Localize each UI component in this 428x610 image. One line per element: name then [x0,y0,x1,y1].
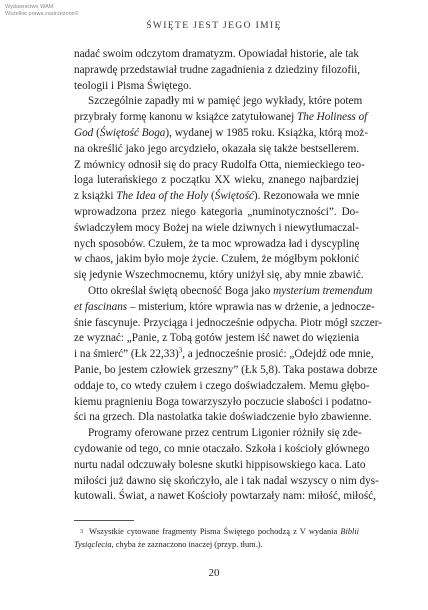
body-text-line [74,442,370,458]
text-run: z książki [74,190,117,203]
body-text-line [74,252,359,268]
italic-text: The Holiness of [297,111,368,124]
italic-text: Świętość [214,190,254,203]
footnote-line [74,539,359,552]
text-run: nadać swoim odczytom dramatyzm. Opowiadał historie, ale tak [74,48,359,60]
body-text-line [74,363,378,379]
body-text-line [74,94,363,110]
text-run: oddaje to, co wtedy czułem i czego doświadczałem. Memu głębo- [74,379,370,392]
body-text-line [74,426,362,442]
text-run: Z mównicy odnosił się do pracy Rudolfa Otta, niemieckiego teo- [74,158,365,171]
text-run: Wszystkie cytowane fragmenty Pisma Świętego pochodzą z V wydania [89,527,341,536]
body-text-line [74,221,359,237]
body-text-line [74,474,379,490]
footnote-line [74,526,359,539]
text-run: miłości już dawno się skończyło, ale i tak nadal wszyscy o nim dys- [74,474,379,487]
body-text-line [74,300,375,316]
italic-text: et fascinans [74,300,128,313]
text-run: śnie fascynuje. Przyciąga i jednocześnie odpycha. Piotr mógł szczer- [74,316,382,329]
italic-text: God [74,126,94,139]
publisher-watermark [5,4,79,17]
body-text-line [74,63,359,79]
body-text-line [74,47,359,63]
text-run: wprowadzona przez niego kategoria „numinotyczności”. Do- [74,205,359,218]
body-text-line [74,331,359,347]
text-run: Programy oferowane przez centrum Ligonier różniły się zde- [88,427,362,440]
footnote-mark: 3 [80,529,83,535]
text-run: kiemu pragnieniu Boga towarzyszyło poczucie słabości i podatno- [74,395,372,408]
text-run: się jedynie Wszechmocnemu, który uniżył się, aby mnie zbawić. [74,269,364,282]
text-run: świadczyłem mocy Bożej na wiele dziwnych i niewytłumaczal- [74,221,359,234]
text-run: ), wydanej w 1985 roku. Książka, którą moż- [165,126,368,139]
text-run: przybrały formę kanonu w książce zatytułowanej [74,111,298,124]
text-run: ( [93,126,100,139]
italic-text: Biblii [340,527,359,536]
body-text-line [74,142,359,158]
text-run: loga luterańskiego z początku XX wieku, znanego najbardziej [74,174,359,187]
text-run: naprawdę przedstawiał trudne zagadnienia z dziedziny filozofii, [74,63,361,76]
body-text-line [74,79,359,95]
body-text-line [74,458,366,474]
body-text-line [74,110,368,126]
body-text-line [74,284,373,300]
text-run: na określić jako jego arcydzieło, okazała się także bestsellerem. [74,142,360,155]
body-text-line [74,346,374,363]
text-run: Szczególnie zapadły mi w pamięć jego wykłady, które potem [88,95,363,108]
italic-text: Świętość Boga [99,126,166,139]
body-text-line [74,395,372,411]
body-text-line [74,126,368,142]
text-run: Otto określał świętą obecność Boga jako [88,284,274,297]
body-text [74,47,382,505]
body-text-line [74,237,359,253]
italic-text: mysterium tremendum [273,284,373,297]
footnote [74,526,359,551]
watermark-line-2: Wszelkie prawa zastrzeżone© [5,10,79,17]
text-run: kutowali. Świat, a nawet Kościoły powtarzały nam: miłość, miłość, [74,490,377,503]
body-text-line [74,316,382,332]
body-text-line [74,268,364,284]
text-run: teologii i Pisma Świętego. [74,79,192,92]
text-run: cydowanie od tego, co mnie otaczało. Szkoła i kościoły głównego [74,442,370,455]
footnote-reference: 3 [178,346,183,355]
italic-text: The Idea of the Holy [116,190,209,203]
watermark-line-1: Wydawnictwo WAM [5,4,54,10]
text-run: ). Rezonowała we mnie [253,190,360,203]
running-head: ŚWIĘTE JEST JEGO IMIĘ [146,21,282,31]
page-number: 20 [208,567,220,579]
text-run: nych sposobów. Czułem, że ta moc wprowadza ład i dyscyplinę [74,237,360,250]
italic-text: Tysiąclecia [74,539,112,549]
body-text-line [74,379,370,395]
body-text-line [74,489,377,505]
body-text-line [74,205,359,221]
text-run: i na śmierć” (Łk 22,33) [74,348,179,361]
footnote-separator [74,520,134,521]
text-run: , chyba że zaznaczono inaczej (przyp. tłum.). [111,539,263,549]
body-text-line [74,158,365,174]
text-run: ( [208,190,215,203]
text-run: w chaos, jakim było moje życie. Czułem, że mógłbym pokłonić [74,253,360,266]
text-run: – misterium, które wprawia nas w drżenie, a jednocze- [127,300,375,313]
text-run: ze wyznać: „Panie, z Tobą gotów jestem iść nawet do więzienia [74,332,360,345]
text-run: nurtu nadal odczuwały bolesne skutki hippisowskiego kaca. Lato [74,458,366,471]
body-text-line [74,189,359,205]
text-run: Panie, bo jestem człowiek grzeszny” (Łk 5,8). Taka postawa dobrze [74,363,378,376]
text-run: , a jednocześnie prosić: „Odejdź ode mnie, [182,348,374,361]
body-text-line [74,410,372,426]
body-text-line [74,173,359,189]
text-run: ści na grzech. Dla nastolatka takie doświadczenie było zbawienne. [74,411,372,424]
